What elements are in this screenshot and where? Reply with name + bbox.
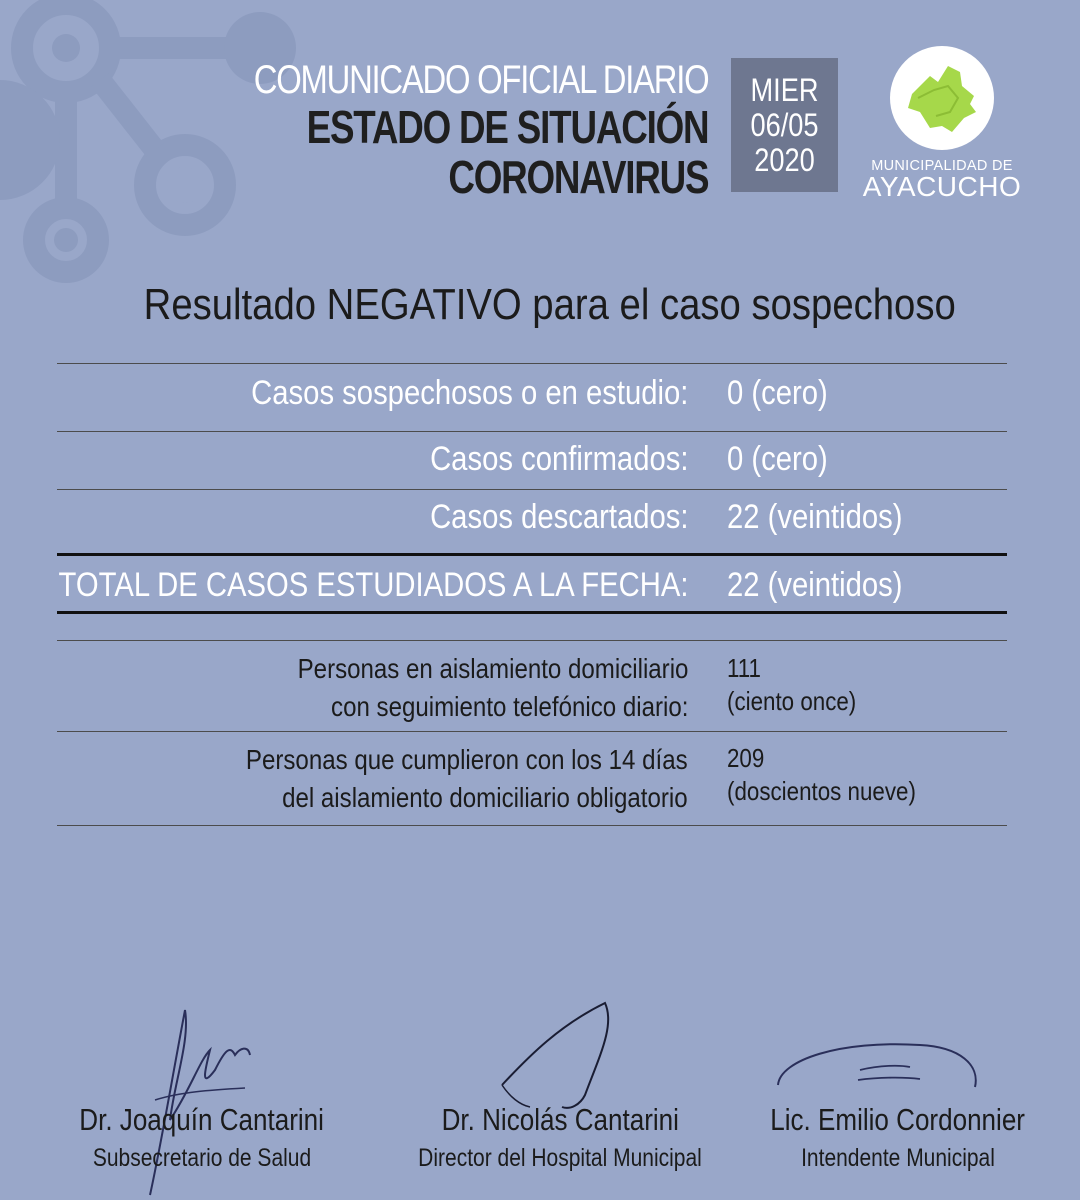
confirmed-cases-value: 0 (cero) [727, 440, 828, 478]
signature-block-2 [390, 1102, 730, 1173]
signature-role: Director del Hospital Municipal [418, 1144, 702, 1172]
completed-isolation-label: Personas que cumplieron con los 14 días del aislamiento domiciliario obligatorio [246, 744, 688, 813]
date-box [731, 58, 838, 192]
total-cases-value: 22 (veintidos) [727, 566, 903, 604]
header-title [154, 58, 708, 203]
header-line-2: ESTADO DE SITUACIÓN [306, 101, 708, 153]
suspected-cases-label: Casos sospechosos o en estudio: [250, 374, 688, 412]
headline: Resultado NEGATIVO para el caso sospechoso [143, 280, 957, 329]
logo-title: AYACUCHO [862, 171, 1022, 202]
divider [57, 363, 1007, 364]
municipality-logo [862, 46, 1022, 200]
discarded-cases-label: Casos descartados: [429, 498, 688, 536]
date-value: 06/05 [750, 106, 819, 143]
signature-role: Intendente Municipal [801, 1144, 995, 1172]
divider [57, 431, 1007, 432]
signature-name: Dr. Nicolás Cantarini [441, 1102, 679, 1137]
divider-thick [57, 611, 1007, 614]
signature-scribble-2 [490, 995, 630, 1115]
divider [57, 640, 1007, 641]
discarded-cases-value: 22 (veintidos) [727, 498, 903, 536]
signature-block-3 [728, 1102, 1068, 1173]
logo-subtitle: MUNICIPALIDAD DE [871, 158, 1013, 174]
header-line-1: COMUNICADO OFICIAL DIARIO [253, 58, 708, 102]
confirmed-cases-label: Casos confirmados: [429, 440, 688, 478]
header-line-3: CORONAVIRUS [447, 151, 708, 203]
divider [57, 489, 1007, 490]
date-year: 2020 [754, 141, 815, 178]
suspected-cases-value: 0 (cero) [727, 374, 828, 412]
isolation-value: 111 (ciento once) [727, 653, 857, 716]
date-day: MIER [750, 71, 819, 108]
total-cases-label: TOTAL DE CASOS ESTUDIADOS A LA FECHA: [58, 566, 688, 604]
divider [57, 731, 1007, 732]
signature-block-1 [32, 1102, 372, 1173]
isolation-label: Personas en aislamiento domiciliario con seguimiento telefónico diario: [297, 653, 688, 722]
signature-scribble-3 [770, 1035, 985, 1095]
signature-name: Lic. Emilio Cordonnier [770, 1102, 1026, 1137]
signature-role: Subsecretario de Salud [92, 1144, 312, 1172]
signature-name: Dr. Joaquín Cantarini [79, 1102, 325, 1137]
completed-isolation-value: 209 (doscientos nueve) [727, 743, 916, 806]
logo-map-icon [890, 46, 994, 150]
divider-thick [57, 553, 1007, 556]
divider [57, 825, 1007, 826]
